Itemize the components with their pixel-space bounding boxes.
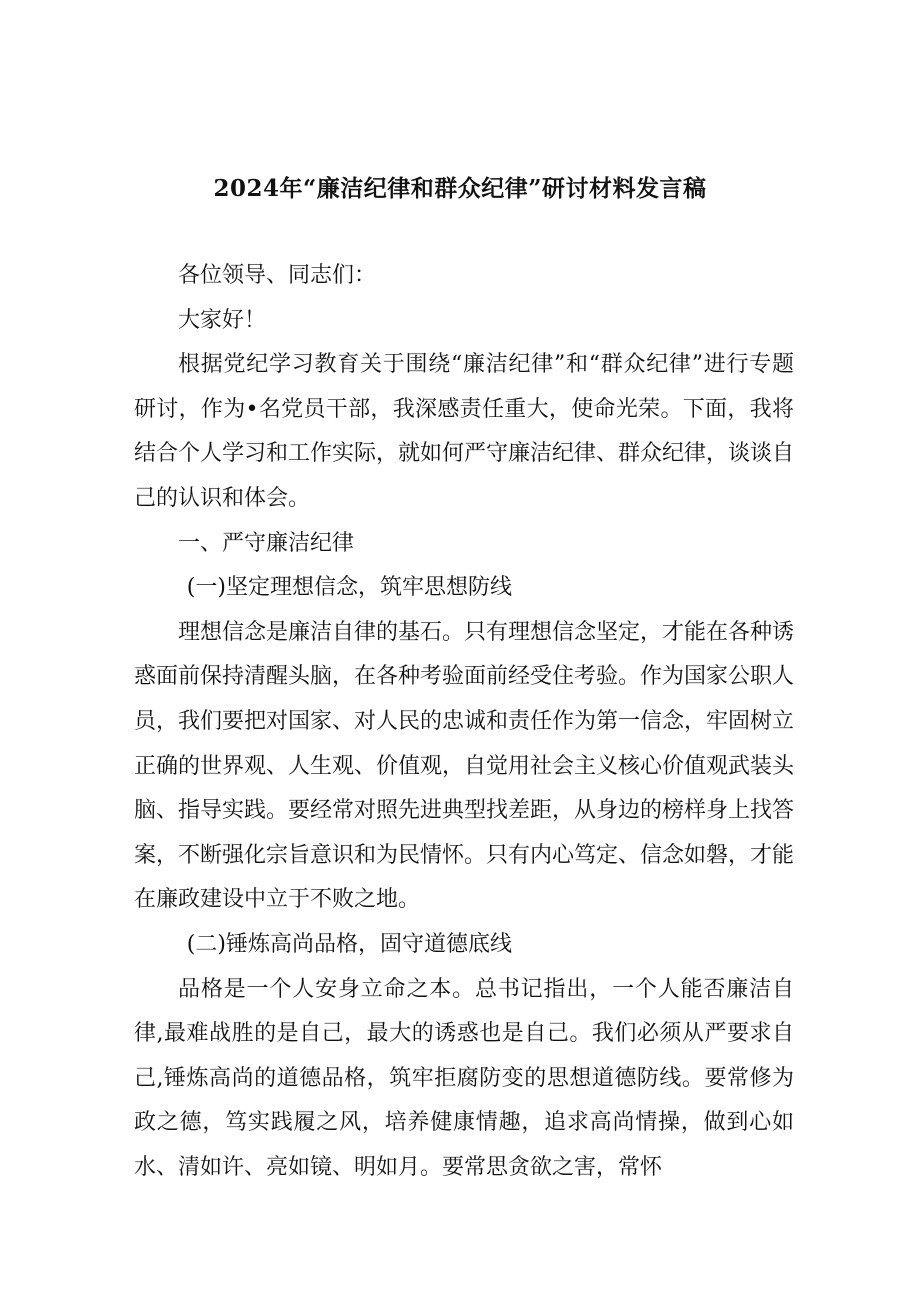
subsection-heading: (二)锤炼高尚品格，固守道德底线 — [186, 931, 512, 957]
document-title: 2024年“廉洁纪律和群众纪律”研讨材料发言稿 — [213, 175, 707, 202]
body-paragraph: 理想信念是廉洁自律的基石。只有理想信念坚定，才能在各种诱惑面前保持清醒头脑，在各种考验面前经受住考验。作为国家公职人员，我们要把对国家、对人民的忠诚和责任作为第一信念，牢固树立正确的世界观、人生观、价值观，自觉用社会主义核心价值观武装头脑、指导实践。要经常对照先进典型找差距，从身边的榜样身上找答案，不断强化宗旨意识和为民情怀。只有内心笃定、信念如磐，才能在廉政建设中立于不败之地。 — [134, 619, 795, 913]
salutation-paragraph: 各位领导、同志们： — [178, 263, 377, 288]
subsection-heading: (一)坚定理想信念，筑牢思想防线 — [186, 575, 512, 601]
intro-paragraph: 根据党纪学习教育关于围绕“廉洁纪律”和“群众纪律”进行专题研讨，作为•名党员干部，我深感责任重大，使命光荣。下面，我将结合个人学习和工作实际，就如何严守廉洁纪律、群众纪律，谈谈自己的认识和体会。 — [134, 352, 795, 511]
document-body — [134, 254, 794, 1190]
greeting-paragraph: 大家好！ — [178, 307, 267, 333]
section-heading: 一、严守廉洁纪律 — [178, 530, 355, 556]
body-paragraph: 品格是一个人安身立命之本。总书记指出，一个人能否廉洁自律,最难战胜的是自己，最大的诱惑也是自己。我们必须从严要求自己,锤炼高尚的道德品格，筑牢拒腐防变的思想道德防线。要常修为政之德，笃实践履之风，培养健康情趣，追求高尚情操，做到心如水、清如许、亮如镜、明如月。要常思贪欲之害，常怀 — [134, 976, 794, 1180]
